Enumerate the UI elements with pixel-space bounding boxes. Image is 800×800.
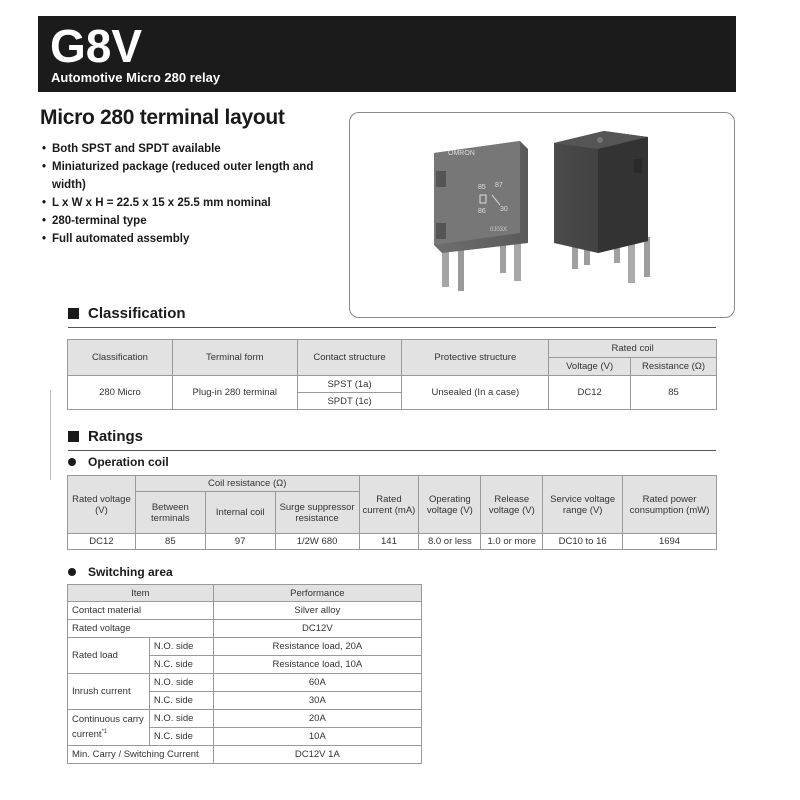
feature-item: • Miniaturized package (reduced outer length and width) [42, 158, 342, 194]
side-label: N.C. side [149, 692, 213, 710]
margin-mark [50, 390, 51, 480]
table-cell: 85 [631, 376, 717, 410]
col-header: Terminal form [172, 340, 297, 376]
classification-table [67, 339, 717, 410]
feature-item: • L x W x H = 22.5 x 15 x 25.5 mm nominal [42, 194, 342, 212]
page-title: Micro 280 terminal layout [40, 106, 285, 129]
col-header: Coil resistance (Ω) [135, 476, 359, 492]
table-cell: Unsealed (In a case) [402, 376, 549, 410]
table-cell: 1.0 or more [481, 534, 543, 550]
left-relay [434, 141, 528, 253]
relay-marking: 30 [500, 206, 508, 213]
table-cell: DC10 to 16 [543, 534, 623, 550]
col-header: Classification [68, 340, 173, 376]
col-header: Between terminals [135, 492, 205, 534]
relay-photo [350, 113, 734, 317]
row-label: Contact material [68, 602, 214, 620]
side-label: N.C. side [149, 728, 213, 746]
square-bullet-icon [68, 431, 79, 442]
table-cell: 20A [213, 710, 421, 728]
feature-list [42, 140, 342, 248]
row-label: Continuous carry current$^{*1}$ [68, 710, 150, 746]
operation-coil-table [67, 475, 717, 550]
relay-marking: 85 [478, 184, 486, 191]
col-header: Rated current (mA) [359, 476, 419, 534]
table-cell: DC12 [549, 376, 631, 410]
side-label: N.O. side [149, 710, 213, 728]
table-cell: 8.0 or less [419, 534, 481, 550]
col-header: Resistance (Ω) [631, 358, 717, 376]
dot-bullet-icon [68, 568, 76, 576]
switching-area-table [67, 584, 422, 764]
feature-item: • Full automated assembly [42, 230, 342, 248]
table-cell: Silver alloy [213, 602, 421, 620]
square-bullet-icon [68, 308, 79, 319]
table-cell: DC12V 1A [213, 746, 421, 764]
col-header: Internal coil [205, 492, 275, 534]
table-cell: SPST (1a) [297, 376, 402, 393]
dot-bullet-icon [68, 458, 76, 466]
row-label: Min. Carry / Switching Current [68, 746, 214, 764]
table-cell: 85 [135, 534, 205, 550]
table-cell: 30A [213, 692, 421, 710]
side-label: N.O. side [149, 674, 213, 692]
right-relay [554, 131, 648, 253]
col-header: Operating voltage (V) [419, 476, 481, 534]
table-cell: 60A [213, 674, 421, 692]
table-cell: 10A [213, 728, 421, 746]
footnote-marker: *1 [101, 728, 108, 735]
col-header: Surge suppressor resistance [275, 492, 359, 534]
side-label: N.C. side [149, 656, 213, 674]
col-header: Item [68, 585, 214, 602]
table-cell: 1694 [623, 534, 717, 550]
table-cell: 141 [359, 534, 419, 550]
table-cell: Resistance load, 10A [213, 656, 421, 674]
ratings-heading: Ratings [68, 428, 143, 445]
col-header: Rated voltage (V) [68, 476, 136, 534]
relay-marking: 86 [478, 208, 486, 215]
table-cell: 280 Micro [68, 376, 173, 410]
col-header: Service voltage range (V) [543, 476, 623, 534]
model-name: G8V [50, 20, 143, 72]
row-label: Rated voltage [68, 620, 214, 638]
classification-heading: Classification [68, 305, 186, 322]
row-label: Rated load [68, 638, 150, 674]
col-header: Voltage (V) [549, 358, 631, 376]
table-cell: 97 [205, 534, 275, 550]
table-cell: SPDT (1c) [297, 393, 402, 410]
divider [68, 450, 716, 451]
table-cell: DC12V [213, 620, 421, 638]
col-header: Rated coil [549, 340, 717, 358]
table-cell: Plug-in 280 terminal [172, 376, 297, 410]
product-photo-frame [349, 112, 735, 318]
col-header: Rated power consumption (mW) [623, 476, 717, 534]
col-header: Protective structure [402, 340, 549, 376]
divider [68, 327, 716, 328]
relay-marking: 87 [495, 182, 503, 189]
switching-area-heading: Switching area [68, 565, 173, 579]
table-cell: DC12 [68, 534, 136, 550]
side-label: N.O. side [149, 638, 213, 656]
operation-coil-heading: Operation coil [68, 455, 169, 469]
relay-marking: 0J03X [490, 227, 508, 233]
table-cell: Resistance load, 20A [213, 638, 421, 656]
header-banner [38, 16, 736, 92]
row-label: Inrush current [68, 674, 150, 710]
col-header: Performance [213, 585, 421, 602]
product-subtitle: Automotive Micro 280 relay [51, 70, 221, 85]
col-header: Contact structure [297, 340, 402, 376]
table-cell: 1/2W 680 [275, 534, 359, 550]
feature-item: • Both SPST and SPDT available [42, 140, 342, 158]
feature-item: • 280-terminal type [42, 212, 342, 230]
relay-marking: OMRON [448, 150, 475, 157]
col-header: Release voltage (V) [481, 476, 543, 534]
